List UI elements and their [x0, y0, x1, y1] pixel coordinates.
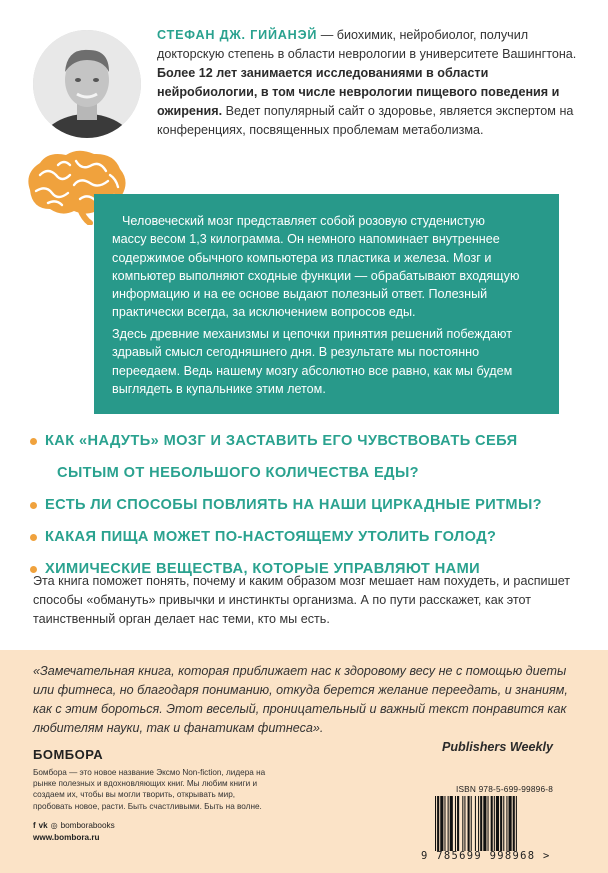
social-handle: bomborabooks	[60, 820, 115, 830]
facebook-icon: f	[33, 820, 36, 830]
vk-icon: vk	[38, 820, 48, 830]
barcode-digits: 9 785699 998968 >	[421, 850, 551, 862]
list-item-text: ЕСТЬ ЛИ СПОСОБЫ ПОВЛИЯТЬ НА НАШИ ЦИРКАДНЫЕ РИТМЫ?	[45, 497, 542, 513]
bullet-dot-icon	[30, 438, 37, 445]
review-source: Publishers Weekly	[441, 740, 553, 754]
description-paragraph-1-rest: массу весом 1,3 килограмма. Он немного напоминает внутреннее содержимое обычного компьютера из пластика и железа. Мозг и компьютер выполняют сходные функции — обрабатывают входящую информацию и на ее основе выдают полезный ответ. Полезный практически всегда, за исключением вопросов еды.	[112, 232, 520, 320]
publisher-info	[33, 747, 273, 842]
publisher-description: Бомбора — это новое название Эксмо Non-fiction, лидера на рынке полезных и вдохновляющих книг. Мы любим книги и создаем их, чтобы вы могли творить, открывать мир, пробовать новое, расти. Быть счастливыми. Быть на волне.	[33, 768, 266, 811]
author-bio-bold: Более 12 лет занимается исследованиями в области нейробиологии, в том числе неврологии пищевого поведения и ожирения.	[157, 66, 560, 118]
list-item-text: КАКАЯ ПИЩА МОЖЕТ ПО-НАСТОЯЩЕМУ УТОЛИТЬ ГОЛОД?	[45, 529, 497, 545]
review-quote: «Замечательная книга, которая приближает нас к здоровому весу не с помощью диеты или фитнеса, но благодаря пониманию, откуда берется желание переедать, и знаниям, как с этим бороться. Этот веселый, проницательный и важный текст понравится как любителям науки, так и фанатикам фитнеса».	[33, 664, 568, 735]
author-photo	[33, 30, 141, 138]
publisher-website: www.bombora.ru	[33, 832, 100, 842]
list-item-text: КАК «НАДУТЬ» МОЗГ И ЗАСТАВИТЬ ЕГО ЧУВСТВОВАТЬ СЕБЯ	[45, 433, 518, 449]
list-item	[30, 521, 590, 553]
author-bio-text-2: Ведет популярный сайт о здоровье, является экспертом на конференциях, посвященных проблемам метаболизма.	[157, 104, 574, 137]
social-links	[33, 821, 273, 830]
book-summary: Эта книга поможет понять, почему и каким образом мозг мешает нам похудеть, и распишет способы «обмануть» привычки и инстинкты организма. А по пути расскажет, как этот таинственный орган делает нас теми, кто мы есть.	[33, 574, 571, 626]
instagram-icon: ◎	[50, 820, 58, 830]
list-item	[30, 489, 590, 521]
key-questions-list	[30, 425, 590, 585]
bullet-dot-icon	[30, 502, 37, 509]
author-name: СТЕФАН ДЖ. ГИЙАНЭЙ	[157, 28, 318, 42]
description-paragraph-1	[112, 212, 542, 322]
bullet-dot-icon	[30, 534, 37, 541]
list-item	[30, 425, 590, 489]
author-portrait-image	[33, 30, 141, 138]
description-paragraph-2: Здесь древние механизмы и цепочки принятия решений побеждают здравый смысл сегодняшнего дня. В результате мы постоянно переедаем. Ведь нашему мозгу абсолютно все равно, как мы будем выглядеть в купальнике этим летом.	[112, 327, 513, 396]
isbn-label: ISBN 978-5-699-99896-8	[455, 784, 554, 794]
description-box	[94, 194, 559, 414]
footer-panel	[0, 650, 608, 873]
author-bio	[157, 26, 577, 140]
barcode-block	[417, 784, 592, 866]
description-paragraph-1-line-1: Человеческий мозг представляет собой розовую студенистую	[122, 214, 485, 228]
list-item-text: ХИМИЧЕСКИЕ ВЕЩЕСТВА, КОТОРЫЕ УПРАВЛЯЮТ НАМИ	[45, 561, 481, 577]
publisher-logo: БОМБОРА	[33, 747, 104, 762]
list-item-text-continued: СЫТЫМ ОТ НЕБОЛЬШОГО КОЛИЧЕСТВА ЕДЫ?	[57, 465, 419, 481]
author-bio-text-1: — биохимик, нейробиолог, получил докторскую степень в области неврологии в университете Вашингтона.	[157, 28, 577, 61]
barcode-image	[435, 796, 585, 851]
